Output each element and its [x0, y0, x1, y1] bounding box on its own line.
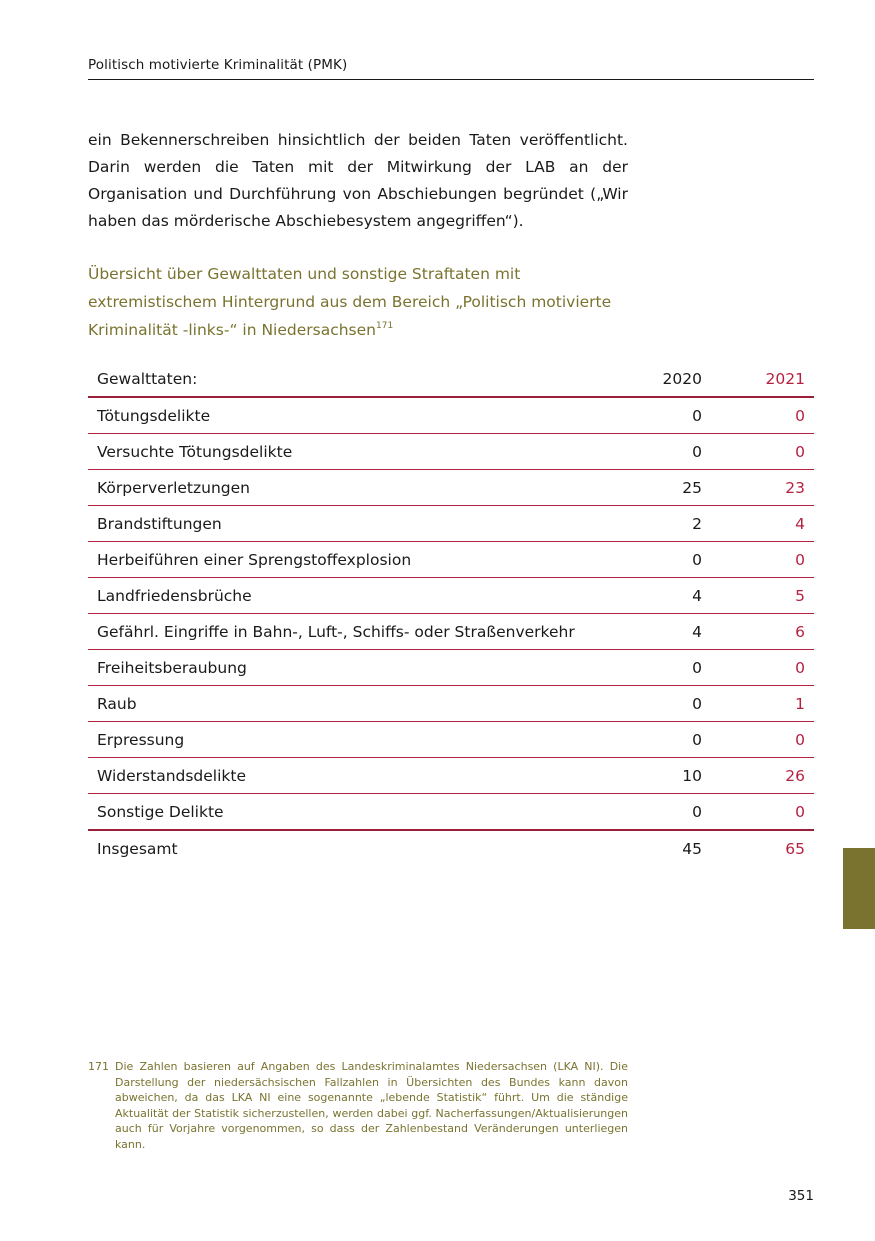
row-label: Landfriedensbrüche — [88, 578, 602, 614]
header-year-2020: 2020 — [602, 361, 705, 397]
row-value-2020: 0 — [602, 794, 705, 831]
row-value-2020: 0 — [602, 542, 705, 578]
table-row — [88, 650, 814, 686]
row-value-2021: 4 — [705, 506, 814, 542]
row-value-2020: 25 — [602, 470, 705, 506]
header-rule — [88, 79, 814, 80]
row-value-2021: 0 — [705, 722, 814, 758]
footnote — [88, 1059, 628, 1152]
table-row — [88, 794, 814, 831]
row-value-2020: 4 — [602, 578, 705, 614]
row-label: Versuchte Tötungsdelikte — [88, 434, 602, 470]
body-paragraph: ein Bekennerschreiben hinsichtlich der beiden Taten veröffentlicht. Darin werden die Taten mit der Mitwirkung der LAB an der Organisation und Durchführung von Abschiebungen begründet („Wir haben das mörderische Abschiebesystem angegriffen“). — [88, 131, 628, 230]
row-value-2020: 0 — [602, 650, 705, 686]
table-row — [88, 722, 814, 758]
row-value-2021: 1 — [705, 686, 814, 722]
row-value-2021: 6 — [705, 614, 814, 650]
table-row — [88, 578, 814, 614]
total-value-2020: 45 — [682, 839, 702, 858]
row-value-2020: 0 — [602, 722, 705, 758]
row-label: Körperverletzungen — [88, 470, 602, 506]
table-header-row — [88, 361, 814, 397]
row-value-2021: 0 — [705, 650, 814, 686]
page-number: 351 — [788, 1188, 814, 1204]
running-head: Politisch motivierte Kriminalität (PMK) — [88, 57, 348, 73]
section-title — [88, 260, 648, 344]
row-label: Herbeiführen einer Sprengstoffexplosion — [88, 542, 602, 578]
row-value-2020: 4 — [602, 614, 705, 650]
row-label: Raub — [88, 686, 602, 722]
table-row — [88, 397, 814, 434]
row-value-2021: 0 — [705, 397, 814, 434]
table-row — [88, 758, 814, 794]
row-value-2021: 0 — [705, 794, 814, 831]
table-total-row — [88, 830, 814, 866]
row-value-2021: 0 — [705, 434, 814, 470]
table-row — [88, 470, 814, 506]
row-label: Brandstiftungen — [88, 506, 602, 542]
row-value-2021: 0 — [705, 542, 814, 578]
total-label: Insgesamt — [97, 839, 178, 858]
row-label: Erpressung — [88, 722, 602, 758]
table-row — [88, 542, 814, 578]
footnote-text: Die Zahlen basieren auf Angaben des Landeskriminalamtes Niedersachsen (LKA NI). Die Darstellung der niedersächsischen Fallzahlen in Übersichten des Bundes kann davon abweichen, da das LKA NI eine sogenannte „lebende Statistik“ führt. Um die ständige Aktualität der Statistik sicherzustellen, werden dabei ggf. Nacherfassungen/Aktualisierungen auch für Vorjahre vorgenommen, so dass der Zahlenbestand Veränderungen unterliegen kann. — [115, 1060, 628, 1151]
row-value-2020: 10 — [602, 758, 705, 794]
row-label: Gefährl. Eingriffe in Bahn-, Luft-, Schiffs- oder Straßenverkehr — [88, 614, 602, 650]
row-value-2020: 2 — [602, 506, 705, 542]
row-value-2021: 26 — [705, 758, 814, 794]
table-row — [88, 434, 814, 470]
table-row — [88, 686, 814, 722]
row-value-2020: 0 — [602, 397, 705, 434]
table-row — [88, 614, 814, 650]
total-value-2021: 65 — [785, 839, 805, 858]
section-title-text: Übersicht über Gewalttaten und sonstige Straftaten mit extremistischem Hintergrund aus dem Bereich „Politisch motivierte Kriminalität -links-“ in Niedersachsen — [88, 265, 612, 339]
chapter-tab-marker — [843, 848, 875, 929]
header-label: Gewalttaten: — [88, 361, 602, 397]
row-value-2021: 23 — [705, 470, 814, 506]
header-year-2021: 2021 — [705, 361, 814, 397]
row-value-2021: 5 — [705, 578, 814, 614]
table-row — [88, 506, 814, 542]
footnote-number: 171 — [88, 1060, 109, 1073]
row-value-2020: 0 — [602, 434, 705, 470]
row-label: Sonstige Delikte — [88, 794, 602, 831]
row-label: Tötungsdelikte — [88, 397, 602, 434]
crime-statistics-table — [88, 361, 814, 866]
row-label: Widerstandsdelikte — [88, 758, 602, 794]
row-value-2020: 0 — [602, 686, 705, 722]
footnote-reference[interactable]: 171 — [376, 321, 394, 331]
row-label: Freiheitsberaubung — [88, 650, 602, 686]
